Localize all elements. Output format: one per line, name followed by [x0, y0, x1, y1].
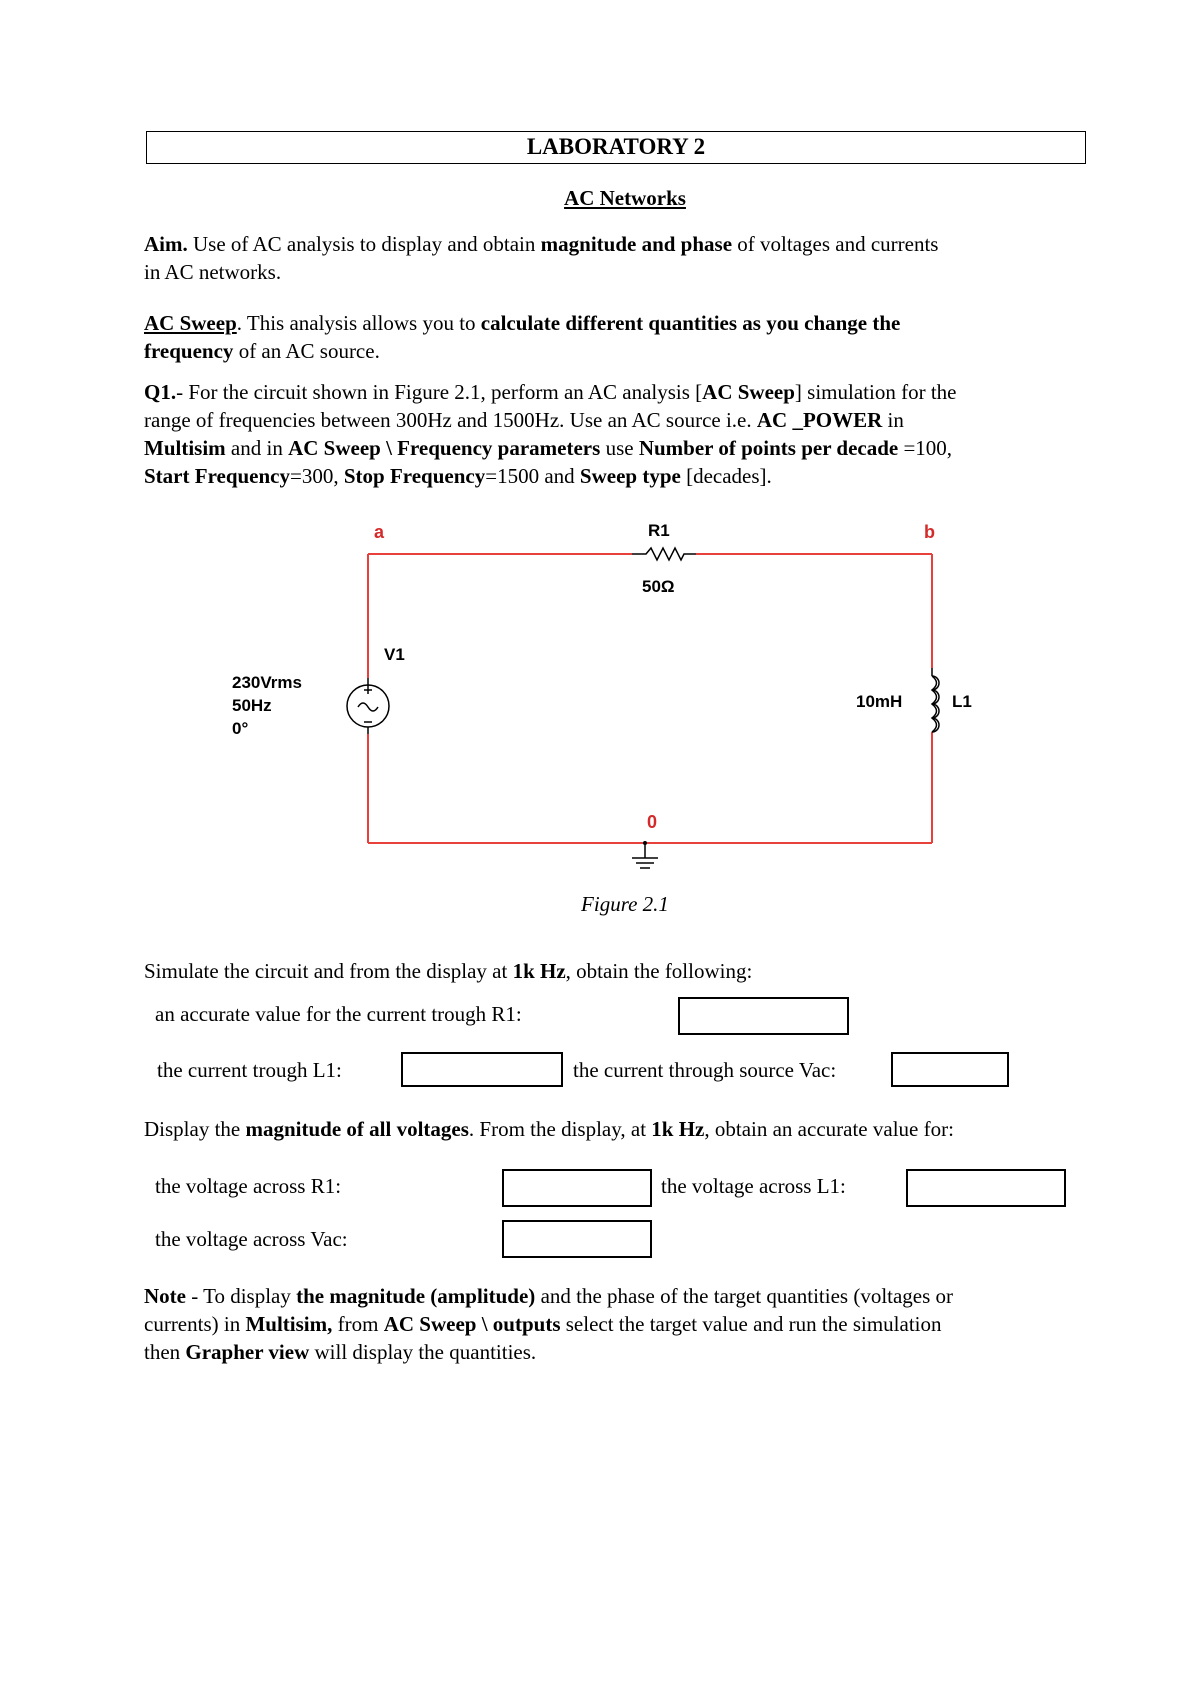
source-current-answer-box[interactable] — [891, 1052, 1009, 1087]
ac-source-v1 — [347, 678, 389, 734]
circuit-wires — [368, 554, 932, 843]
q1-line-3: Multisim and in AC Sweep \ Frequency parameters use Number of points per decade =100, — [144, 436, 953, 460]
note-line-1: Note - To display the magnitude (amplitude) and the phase of the target quantities (voltages or — [144, 1284, 954, 1308]
v1-frequency: 50Hz — [232, 696, 272, 715]
r1-current-answer-box[interactable] — [678, 997, 849, 1035]
r1-value: 50Ω — [642, 577, 675, 596]
vac-voltage-answer-box[interactable] — [502, 1220, 652, 1258]
q1-line-4: Start Frequency=300, Stop Frequency=1500 and Sweep type [decades]. — [144, 464, 772, 488]
page-title: LABORATORY 2 — [146, 131, 1086, 164]
aim-line-1: Aim. Use of AC analysis to display and obtain magnitude and phase of voltages and currents — [144, 232, 939, 256]
l1-voltage-label: the voltage across L1: — [661, 1174, 846, 1198]
v1-amplitude: 230Vrms — [232, 673, 302, 692]
vac-voltage-label: the voltage across Vac: — [155, 1227, 348, 1251]
q1-line-1: Q1.- For the circuit shown in Figure 2.1, perform an AC analysis [AC Sweep] simulation for the — [144, 380, 957, 404]
node-label-a: a — [374, 522, 385, 542]
section-subtitle: AC Networks — [564, 186, 686, 210]
r1-voltage-label: the voltage across R1: — [155, 1174, 342, 1198]
node-label-0: 0 — [647, 812, 658, 832]
note-line-2: currents) in Multisim, from AC Sweep \ outputs select the target value and run the simulation — [144, 1312, 942, 1336]
display-line: Display the magnitude of all voltages. From the display, at 1k Hz, obtain an accurate value for: — [144, 1117, 954, 1141]
q1-label: Q1. — [144, 380, 177, 404]
l1-current-label: the current trough L1: — [157, 1058, 342, 1082]
source-current-label: the current through source Vac: — [573, 1058, 837, 1082]
note-line-3: then Grapher view will display the quantities. — [144, 1340, 537, 1364]
inductor-l1 — [932, 668, 939, 732]
v1-name: V1 — [384, 645, 405, 664]
ground-junction — [643, 841, 647, 845]
ground-symbol — [632, 843, 658, 868]
v1-phase: 0° — [232, 719, 249, 738]
ac-sweep-line-2: frequency of an AC source. — [144, 339, 380, 363]
aim-label: Aim. — [144, 232, 188, 256]
aim-line-2: in AC networks. — [144, 260, 282, 284]
note-label: Note — [144, 1284, 186, 1308]
node-label-b: b — [924, 522, 935, 542]
l1-name: L1 — [952, 692, 972, 711]
q1-line-2: range of frequencies between 300Hz and 1500Hz. Use an AC source i.e. AC _POWER in — [144, 408, 904, 432]
figure-caption: Figure 2.1 — [581, 892, 669, 916]
r1-name: R1 — [648, 521, 670, 540]
simulate-line: Simulate the circuit and from the display at 1k Hz, obtain the following: — [144, 959, 753, 983]
ac-sweep-line-1: AC Sweep. This analysis allows you to calculate different quantities as you change the — [144, 311, 901, 335]
resistor-r1 — [632, 548, 696, 560]
r1-current-label: an accurate value for the current trough R1: — [155, 1002, 522, 1026]
ac-sweep-label: AC Sweep — [144, 311, 237, 335]
r1-voltage-answer-box[interactable] — [502, 1169, 652, 1207]
l1-current-answer-box[interactable] — [401, 1052, 563, 1087]
l1-value: 10mH — [856, 692, 903, 711]
l1-voltage-answer-box[interactable] — [906, 1169, 1066, 1207]
